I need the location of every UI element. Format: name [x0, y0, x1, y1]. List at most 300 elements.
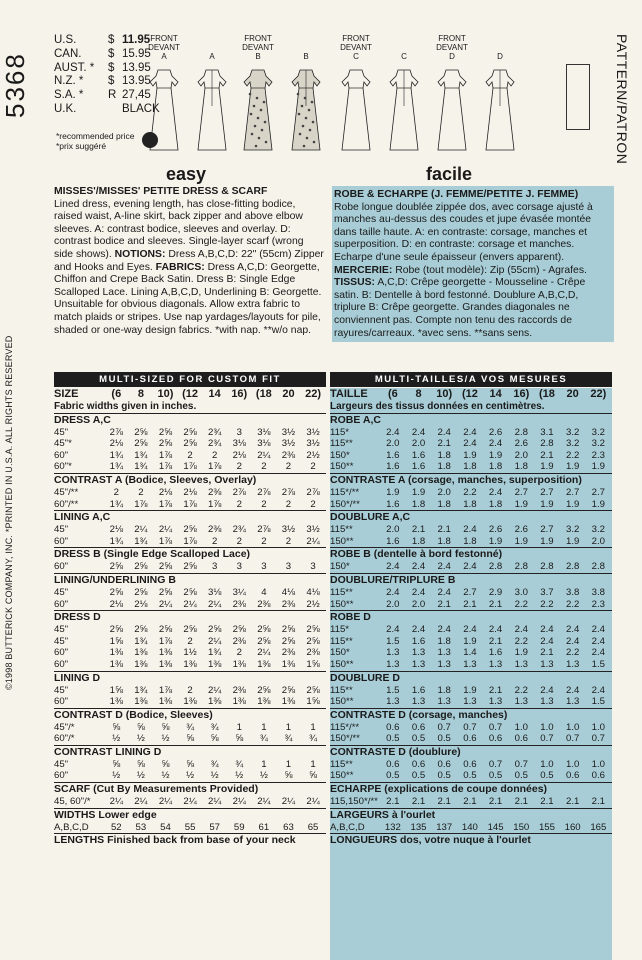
table-cell: 1½ — [183, 647, 197, 659]
table-cell: 2⅝ — [158, 624, 173, 636]
table-cell: 0.6 — [463, 733, 477, 745]
table-cell: 1⅜ — [232, 658, 246, 670]
table-cell: 2.4 — [411, 586, 426, 598]
table-cell: 2⅜ — [281, 449, 296, 461]
row-label: LINING D — [54, 671, 101, 684]
price-notes — [56, 131, 134, 151]
heading-easy: easy — [166, 164, 207, 184]
table-cell: 2⅜ — [208, 524, 222, 536]
table-cell: 2¼ — [208, 796, 222, 808]
table-cell: 3 — [236, 426, 242, 438]
row-label: 150** — [330, 770, 354, 782]
table-cell: 3⅛ — [208, 586, 222, 598]
table-row — [330, 722, 612, 734]
table-cell: 1.5 — [591, 696, 606, 708]
table-cell: 1¾ — [208, 647, 222, 659]
table-cell: 1⅜ — [134, 647, 148, 659]
table-cell: 2⅝ — [281, 624, 296, 636]
table-cell: 2.1 — [488, 796, 503, 808]
price-country: CAN. — [54, 47, 82, 60]
table-cell: 2.0 — [411, 598, 426, 610]
table-row — [54, 427, 326, 439]
table-cell: 2.0 — [386, 438, 400, 450]
table-section-header — [54, 808, 326, 822]
table-cell: 132 — [384, 821, 401, 833]
table-cell: 1.0 — [591, 721, 606, 733]
table-cell: 0.6 — [463, 758, 477, 770]
table-cell: 2.0 — [411, 438, 426, 450]
table-cell: 1.8 — [411, 498, 426, 510]
table-row — [54, 599, 326, 611]
band-fr: MULTI-TAILLES/A VOS MESURES — [330, 372, 612, 387]
table-cell: 57 — [209, 821, 220, 833]
table-cell: 0.6 — [565, 770, 580, 782]
table-cell: ⅝ — [210, 733, 219, 745]
desc-en-fabrics: Dress A,C,D: Georgette, Chiffon and Crepe Back Satin. Dress B: Single Edge Scalloped Lace. Lining A,B,C,D, Underlining B: Georgette. Unsuitable for obvious diagonals. Allow extra fabric to match plaids or stripes. Use nap yardages/layouts for pile, shaded or one-way design fabrics. *with nap. **w/o nap. — [54, 261, 322, 336]
table-section-header — [330, 510, 612, 524]
table-row — [330, 561, 612, 573]
row-label: 60"/** — [54, 498, 79, 510]
table-cell: 1.9 — [540, 461, 554, 473]
table-cell: 1.8 — [463, 498, 477, 510]
table-cell: 1⅜ — [232, 696, 246, 708]
table-cell: ½ — [136, 770, 145, 782]
table-cell: 1.6 — [386, 449, 400, 461]
table-cell: 2¼ — [158, 598, 173, 610]
desc-en-body: Lined dress, evening length, has close-fitting bodice, raised waist, A-line skirt, back zipper and above elbow sleeves. A: contrast bodice, sleeves and overlay. D: contrast bodice and sleeves. Single-layer scarf (wrong side shows). — [54, 198, 304, 260]
table-cell: 2 — [261, 461, 267, 473]
table-row — [54, 587, 326, 599]
table-cell: 2.2 — [565, 449, 580, 461]
row-label: 115** — [330, 684, 353, 696]
table-section-header — [330, 782, 612, 796]
table-cell: 2 — [187, 635, 193, 647]
table-cell: 2½ — [306, 598, 320, 610]
table-row — [54, 722, 326, 734]
table-cell: 2⅝ — [257, 635, 271, 647]
table-row — [54, 450, 326, 462]
table-cell: 1.8 — [463, 535, 477, 547]
table-cell: ¾ — [284, 733, 293, 745]
price-country: N.Z. * — [54, 75, 84, 88]
table-cell: 2.0 — [514, 449, 528, 461]
table-cell: 2.1 — [386, 796, 400, 808]
table-section-header — [330, 473, 612, 487]
table-section-header — [330, 808, 612, 822]
row-label: Fabric widths given in inches. — [54, 401, 197, 412]
table-cell: 2.2 — [463, 486, 477, 498]
table-cell: 3.8 — [591, 586, 606, 598]
table-cell: 1⅞ — [183, 535, 197, 547]
table-cell: 2.4 — [540, 684, 554, 696]
table-cell: 1.3 — [411, 647, 426, 659]
table-cell: 3 — [285, 561, 292, 573]
table-cell: 1.8 — [488, 498, 503, 510]
row-label: 115* — [330, 426, 350, 438]
table-cell: 2⅜ — [232, 635, 246, 647]
price-symbol: $ — [108, 34, 115, 46]
table-cell: 2 — [187, 449, 193, 461]
row-label: 45" — [54, 624, 69, 636]
table-cell: 1.8 — [437, 449, 451, 461]
table-cell: 14 — [208, 388, 221, 400]
table-cell: 1⅜ — [257, 658, 271, 670]
row-label: 115,150*/** — [330, 796, 378, 808]
table-cell: ¾ — [309, 733, 318, 745]
row-label: 115** — [330, 635, 353, 647]
row-label: 150** — [330, 535, 354, 547]
table-cell: 1.6 — [411, 684, 426, 696]
price-note-en: *recommended price — [56, 131, 135, 141]
table-cell: 1.8 — [437, 461, 451, 473]
table-row — [54, 536, 326, 548]
table-row — [330, 770, 612, 782]
table-cell: 1.3 — [411, 658, 426, 670]
table-cell: 2⅝ — [183, 426, 197, 438]
table-cell: 3⅛ — [257, 426, 271, 438]
table-row — [330, 438, 612, 450]
table-cell: 1⅜ — [158, 658, 173, 670]
table-cell: 1 — [285, 721, 292, 733]
table-cell: 2 — [187, 684, 193, 696]
table-cell: 1.8 — [437, 498, 451, 510]
table-cell: 2⅝ — [109, 561, 123, 573]
table-cell: 2.4 — [411, 426, 426, 438]
table-cell: 2.7 — [591, 486, 606, 498]
table-cell: 2.2 — [514, 598, 528, 610]
table-cell: 2⅝ — [158, 426, 173, 438]
row-label: 45"/* — [54, 721, 75, 733]
desc-fr-title: ROBE & ECHARPE (J. FEMME/PETITE J. FEMME) — [334, 189, 579, 200]
table-cell: 20 — [282, 388, 295, 400]
table-cell: 2⅜ — [257, 598, 271, 610]
table-cell: 2.4 — [514, 624, 528, 636]
table-section-header — [330, 745, 612, 759]
row-label: SCARF (Cut By Measurements Provided) — [54, 783, 259, 796]
desc-fr-body: Robe longue doublée zippée dos, avec corsage ajusté à manches au-dessus des coudes et jupe évasée montée dans taille haute. A: en contraste: corsage, manches et superposition. D: en contraste: corsage et manches. Echarpe d'une seule épaisseur (envers apparent). — [334, 201, 593, 263]
table-row — [330, 599, 612, 611]
table-cell: 4 — [261, 586, 267, 598]
table-row — [54, 822, 326, 834]
table-cell: 2⅝ — [134, 438, 148, 450]
table-cell: 1⅜ — [208, 658, 222, 670]
table-cell: 1.3 — [386, 658, 400, 670]
table-cell: ⅝ — [235, 733, 244, 745]
table-cell: 1.6 — [411, 635, 426, 647]
table-cell: ½ — [235, 770, 244, 782]
desc-en-title: MISSES'/MISSES' PETITE DRESS & SCARF — [54, 186, 268, 197]
table-cell: 0.5 — [514, 770, 528, 782]
table-cell: 1 — [261, 721, 267, 733]
table-row — [54, 438, 326, 450]
table-cell: 1.3 — [386, 696, 400, 708]
table-cell: 3.2 — [591, 438, 606, 450]
table-cell: 2⅝ — [306, 624, 320, 636]
table-cell: 0.5 — [437, 733, 451, 745]
table-cell: 2.7 — [540, 486, 554, 498]
table-cell: 14 — [489, 388, 502, 400]
table-cell: 2⅝ — [134, 561, 148, 573]
table-cell: 2⅝ — [158, 561, 173, 573]
table-cell: 150 — [513, 821, 530, 833]
table-cell: 2¼ — [158, 796, 173, 808]
row-label: ECHARPE (explications de coupe données) — [330, 783, 548, 796]
row-label: DOUBLURE A,C — [330, 511, 411, 524]
table-cell: 0.7 — [488, 721, 503, 733]
table-cell: 2¼ — [109, 796, 123, 808]
row-label: 60" — [54, 658, 69, 670]
table-cell: ⅝ — [161, 758, 170, 770]
table-cell: 2⅝ — [183, 624, 197, 636]
table-cell: 1⅜ — [109, 696, 123, 708]
table-cell: ¾ — [235, 758, 244, 770]
table-cell: 2 — [236, 461, 242, 473]
row-label: 60" — [54, 449, 69, 461]
table-cell: 2.6 — [514, 438, 528, 450]
table-cell: 1.9 — [463, 449, 477, 461]
table-cell: 0.5 — [411, 733, 426, 745]
row-label: ROBE B (dentelle à bord festonné) — [330, 548, 503, 561]
table-cell: 2.4 — [488, 624, 503, 636]
table-cell: 2.4 — [463, 561, 477, 573]
table-cell: 3 — [212, 561, 218, 573]
table-cell: 2.6 — [488, 426, 503, 438]
table-cell: 1.9 — [463, 684, 477, 696]
table-cell: 1.9 — [540, 535, 554, 547]
table-cell: 2.1 — [411, 796, 426, 808]
table-cell: 3.0 — [514, 586, 528, 598]
table-row — [330, 401, 612, 413]
table-cell: 1⅝ — [306, 696, 320, 708]
view-label: FRONT DEVANT D — [436, 34, 468, 61]
row-label: 45"* — [54, 438, 72, 450]
table-cell: 1⅞ — [158, 461, 173, 473]
table-cell: ¾ — [210, 758, 219, 770]
row-label: 150*/** — [330, 498, 360, 510]
table-cell: (18 — [539, 388, 555, 400]
row-label: LINING A,C — [54, 511, 111, 524]
table-cell: 0.6 — [411, 721, 426, 733]
table-cell: ⅝ — [136, 758, 145, 770]
table-cell: 1⅜ — [208, 696, 222, 708]
table-cell: 2¼ — [208, 635, 222, 647]
table-cell: 140 — [461, 821, 478, 833]
table-row — [54, 561, 326, 573]
price-value: 11.95 — [122, 34, 151, 46]
table-cell: ¾ — [210, 721, 219, 733]
table-cell: 1.3 — [540, 658, 554, 670]
table-cell: 1.9 — [565, 535, 580, 547]
table-cell: 2¾ — [232, 524, 246, 536]
table-cell: 4⅛ — [281, 586, 296, 598]
table-cell: 2.1 — [488, 684, 503, 696]
table-cell: 2.4 — [540, 624, 554, 636]
view-label: A — [209, 52, 215, 61]
table-cell: 2¼ — [232, 796, 246, 808]
table-cell: 2.8 — [540, 438, 554, 450]
table-section-header — [330, 610, 612, 624]
desc-fr-tissus: A,C,D: Crêpe georgette - Mousseline - Crêpe satin. B: Dentelle à bord festonné. Doublure A,B,C,D, triplure B: Crêpe georgette. Grandes diagonales ne conviennent pas. Compte non tenu des raccords de rayures/carreaux. *avec sens. **sans sens. — [334, 277, 586, 339]
row-label: 60" — [54, 696, 69, 708]
table-cell: ⅝ — [309, 770, 318, 782]
row-label: 60" — [54, 770, 69, 782]
table-cell: 1 — [236, 721, 242, 733]
table-cell: 2.8 — [565, 561, 580, 573]
table-row — [54, 796, 326, 808]
table-cell: (6 — [387, 388, 398, 400]
table-cell: 1⅞ — [158, 535, 173, 547]
row-label: 60"/* — [54, 733, 75, 745]
table-cell: 1¾ — [109, 498, 123, 510]
table-cell: 2.8 — [514, 561, 528, 573]
table-cell: 1 — [261, 758, 267, 770]
table-cell: 2.2 — [565, 598, 580, 610]
row-label: 150*/** — [330, 733, 360, 745]
table-cell: 145 — [487, 821, 504, 833]
table-cell: 1.3 — [514, 696, 528, 708]
table-cell: 2⅞ — [257, 486, 271, 498]
table-cell: 1.9 — [411, 486, 426, 498]
table-row — [54, 770, 326, 782]
table-cell: 2 — [261, 498, 267, 510]
row-label: A,B,C,D — [54, 821, 89, 833]
table-row — [54, 636, 326, 648]
table-cell: (12 — [182, 388, 199, 400]
price-symbol: $ — [108, 61, 115, 74]
table-cell: ½ — [210, 770, 219, 782]
pattern-label: PATTERN/PATRON — [614, 34, 630, 165]
table-cell: 22) — [590, 388, 607, 400]
table-cell: 2¼ — [208, 684, 222, 696]
table-cell: 2⅛ — [109, 598, 123, 610]
table-section-header — [330, 833, 612, 847]
table-cell: 2⅝ — [158, 586, 173, 598]
table-cell: 3½ — [281, 426, 296, 438]
table-cell: 20 — [566, 388, 579, 400]
table-cell: 1¾ — [134, 535, 148, 547]
table-cell: 1.8 — [463, 461, 477, 473]
table-cell: 2.2 — [540, 598, 554, 610]
price-country: U.S. — [54, 34, 77, 46]
table-cell: ⅝ — [112, 758, 121, 770]
table-cell: 2⅜ — [232, 598, 246, 610]
table-cell: 2.1 — [488, 635, 503, 647]
table-row — [330, 759, 612, 771]
table-cell: 2⅝ — [134, 586, 148, 598]
table-cell: 137 — [436, 821, 453, 833]
table-cell: 2.0 — [386, 598, 400, 610]
table-size-header — [330, 388, 612, 401]
table-cell: 1⅞ — [158, 684, 173, 696]
table-cell: 1⅞ — [208, 498, 222, 510]
table-section-header — [54, 671, 326, 685]
price-symbol: $ — [108, 75, 115, 88]
price-country: U.K. — [54, 102, 77, 115]
table-row — [330, 587, 612, 599]
dress-illustration — [144, 66, 184, 152]
table-cell: 1.0 — [591, 758, 606, 770]
table-cell: 10) — [436, 388, 453, 400]
row-label: 150** — [330, 696, 354, 708]
table-section-header — [54, 473, 326, 487]
table-cell: 1.9 — [488, 449, 503, 461]
table-cell: 2⅞ — [232, 486, 246, 498]
table-row — [54, 524, 326, 536]
table-cell: 2.8 — [540, 561, 554, 573]
table-cell: 1.9 — [488, 535, 503, 547]
table-cell: 1⅜ — [134, 658, 148, 670]
table-cell: 2⅛ — [109, 524, 123, 536]
table-cell: 2⅝ — [257, 624, 271, 636]
table-row — [330, 636, 612, 648]
dress-illustration — [192, 66, 232, 152]
table-cell: 1.0 — [540, 721, 554, 733]
view-label: FRONT DEVANT C — [340, 34, 372, 61]
table-row — [330, 524, 612, 536]
table-cell: 2⅛ — [158, 486, 173, 498]
table-cell: 2.8 — [488, 561, 503, 573]
table-cell: ½ — [112, 770, 121, 782]
table-cell: 1.9 — [514, 647, 528, 659]
table-cell: 2⅝ — [306, 684, 320, 696]
table-cell: 2.0 — [591, 535, 606, 547]
table-cell: 2.0 — [386, 524, 400, 536]
table-cell: 1.3 — [437, 696, 451, 708]
table-cell: 2 — [285, 535, 292, 547]
table-cell: 2 — [236, 647, 242, 659]
table-cell: ½ — [186, 770, 195, 782]
row-label: ROBE D — [330, 611, 371, 624]
table-row — [330, 461, 612, 473]
table-cell: 4⅛ — [306, 586, 320, 598]
table-cell: 2.1 — [463, 598, 477, 610]
table-cell: 1.3 — [514, 658, 528, 670]
table-cell: 2.1 — [488, 598, 503, 610]
row-label: CONTRAST D (Bodice, Sleeves) — [54, 708, 213, 721]
table-cell: 2.1 — [591, 796, 606, 808]
desc-fr-tissus-label: TISSUS: — [334, 277, 375, 289]
desc-en-fabrics-label: FABRICS: — [152, 261, 205, 273]
table-section-header — [330, 671, 612, 685]
table-cell: 1⅞ — [158, 449, 173, 461]
row-label: DRESS B (Single Edge Scalloped Lace) — [54, 548, 251, 561]
row-label: CONTRASTE A (corsage, manches, superposition) — [330, 473, 582, 486]
table-row — [54, 487, 326, 499]
table-cell: 1.3 — [565, 658, 580, 670]
table-cell: 0.6 — [514, 733, 528, 745]
table-cell: 2.7 — [514, 486, 528, 498]
row-label: 150** — [330, 461, 354, 473]
table-cell: 0.7 — [437, 721, 451, 733]
table-cell: 2⅝ — [158, 438, 173, 450]
view-label: B — [303, 52, 309, 61]
table-cell: 1¾ — [109, 449, 123, 461]
table-row — [330, 487, 612, 499]
table-cell: 3 — [236, 561, 242, 573]
table-cell: 2.4 — [411, 561, 426, 573]
heading-facile: facile — [426, 164, 473, 184]
row-label: DOUBLURE/TRIPLURE B — [330, 573, 456, 586]
table-cell: 2⅝ — [183, 586, 197, 598]
table-cell: 1⅞ — [158, 498, 173, 510]
copyright-text: ©1998 BUTTERICK COMPANY, INC. *PRINTED IN U.S.A. ALL RIGHTS RESERVED — [4, 335, 14, 690]
table-cell: 1.8 — [437, 635, 451, 647]
table-cell: 0.5 — [488, 770, 503, 782]
table-cell: 1¾ — [134, 635, 148, 647]
table-row — [54, 624, 326, 636]
desc-fr-mercerie-label: MERCERIE: — [334, 264, 393, 276]
table-cell: 0.5 — [437, 770, 451, 782]
